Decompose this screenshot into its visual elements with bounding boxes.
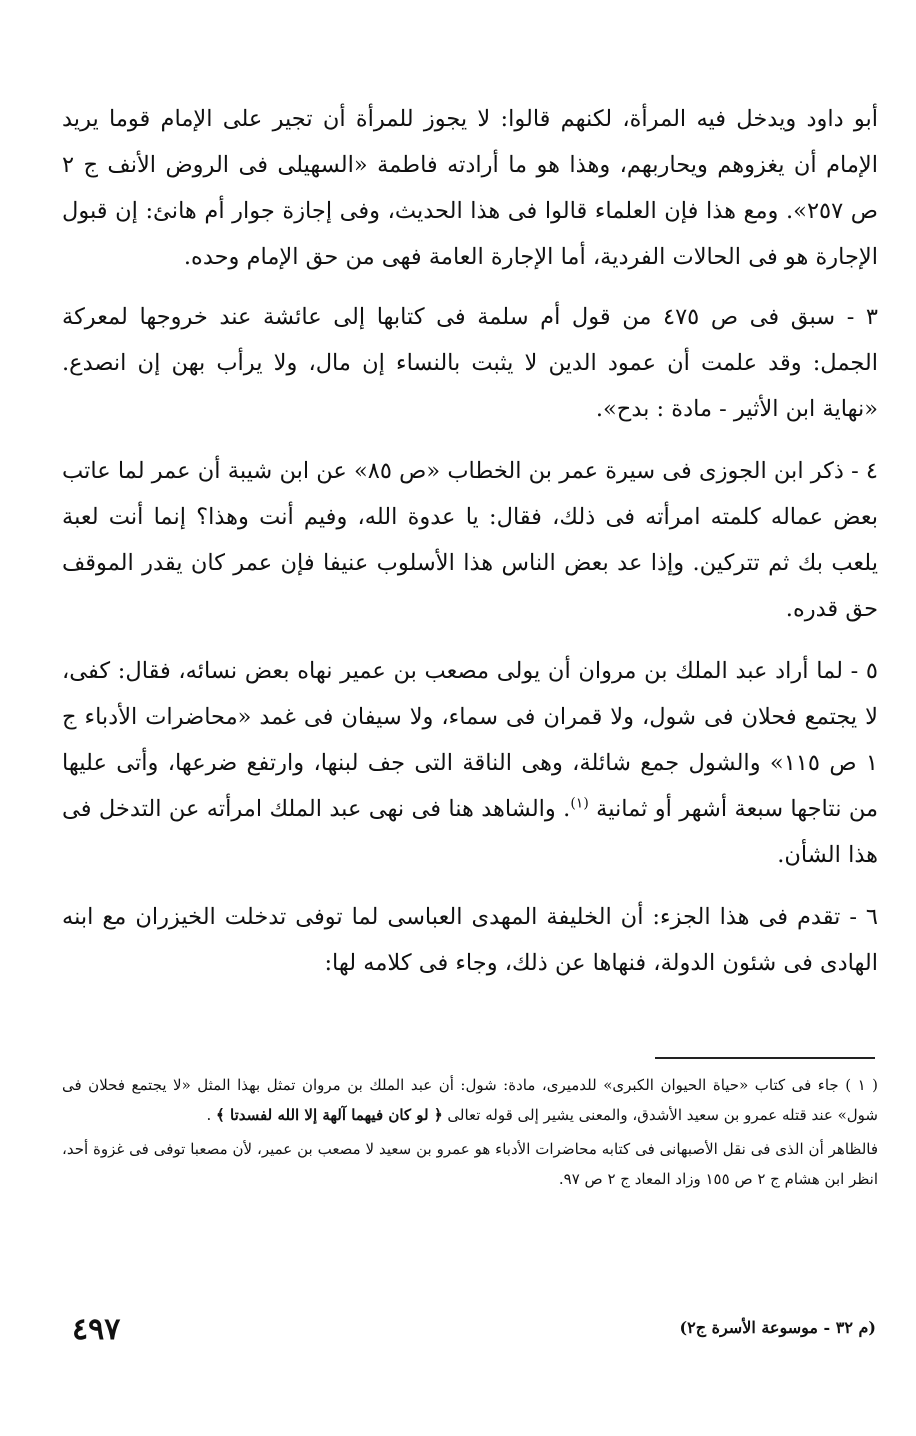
paragraph-continuation: أبو داود ويدخل فيه المرأة، لكنهم قالوا: لا يجوز للمرأة أن تجير على الإمام قوما يريد الإمام أن يغزوهم ويحاربهم، وهذا هو ما أرادته فاطمة «السهيلى فى الروض الأنف ج ٢ ص ٢٥٧». ومع هذا فإن العلماء قالوا فى هذا الحديث، وفى إجازة جوار أم هانئ: إن قبول الإجارة هو فى الحالات الفردية، أما الإجارة العامة فهى من حق الإمام وحده. bbox=[62, 106, 878, 270]
paragraph-6: ٦ - تقدم فى هذا الجزء: أن الخليفة المهدى العباسى لما توفى تدخلت الخيزران مع ابنه الهادى فى شئون الدولة، فنهاها عن ذلك، وجاء فى كلامه لها: bbox=[62, 904, 878, 976]
footnote-1-end: . bbox=[206, 1106, 212, 1124]
paragraph-4: ٤ - ذكر ابن الجوزى فى سيرة عمر بن الخطاب «ص ٨٥» عن ابن شيبة أن عمر لما عاتب بعض عماله كلمته امرأته فى ذلك، فقال: يا عدوة الله، وفيم أنت وهذا؟ إنما أنت لعبة يلعب بك ثم تتركين. وإذا عد بعض الناس هذا الأسلوب عنيفا فإن عمر كان يقدر الموقف حق قدره. bbox=[62, 458, 878, 622]
footnote-marker: (١) bbox=[570, 795, 589, 812]
paragraph-5 bbox=[62, 648, 878, 878]
footnote-note: فالظاهر أن الذى فى نقل الأصبهانى فى كتابه محاضرات الأدباء هو عمرو بن سعيد لا مصعب بن عمير، لأن مصعبا توفى فى غزوة أحد، انظر ابن هشام ج ٢ ص ١٥٥ وزاد المعاد ج ٢ ص ٩٧. bbox=[62, 1140, 879, 1188]
page-number: ٤٩٧ bbox=[72, 1312, 121, 1347]
paragraph-5-tail: . والشاهد هنا فى نهى عبد الملك امرأته عن التدخل فى هذا الشأن. bbox=[62, 796, 878, 868]
quran-verse: ﴿ لو كان فيهما آلهة إلا الله لفسدتا ﴾ bbox=[216, 1106, 443, 1124]
footnote-1 bbox=[62, 1070, 878, 1130]
main-text bbox=[62, 96, 878, 1002]
signature-line: (م ٣٢ - موسوعة الأسرة ج٢) bbox=[679, 1318, 876, 1337]
paragraph-3: ٣ - سبق فى ص ٤٧٥ من قول أم سلمة فى كتابها إلى عائشة عند خروجها لمعركة الجمل: وقد علمت أن عمود الدين لا يثبت بالنساء إن مال، ولا يرأب بهن إن انصدع. «نهاية ابن الأثير - مادة : بدح». bbox=[62, 304, 878, 422]
footnote-divider bbox=[655, 1057, 875, 1059]
paragraph-5-text: ٥ - لما أراد عبد الملك بن مروان أن يولى مصعب بن عمير نهاه بعض نسائه، فقال: كفى، لا يجتمع فحلان فى شول، ولا قمران فى سماء، ولا سيفان فى غمد «محاضرات الأدباء ج ١ ص ١١٥» والشول جمع شائلة، وهى الناقة التى جف لبنها، وارتفع ضرعها، وأتى عليها من نتاجها سبعة أشهر أو ثمانية bbox=[62, 658, 879, 822]
footnote-1-text: ( ١ ) جاء فى كتاب «حياة الحيوان الكبرى» للدميرى، مادة: شول: أن عبد الملك بن مروان تمثل بهذا المثل «لا يجتمع فحلان فى شول» عند قتله عمرو بن سعيد الأشدق، والمعنى يشير إلى قوله تعالى bbox=[62, 1076, 878, 1124]
footnotes-section bbox=[62, 1070, 878, 1194]
